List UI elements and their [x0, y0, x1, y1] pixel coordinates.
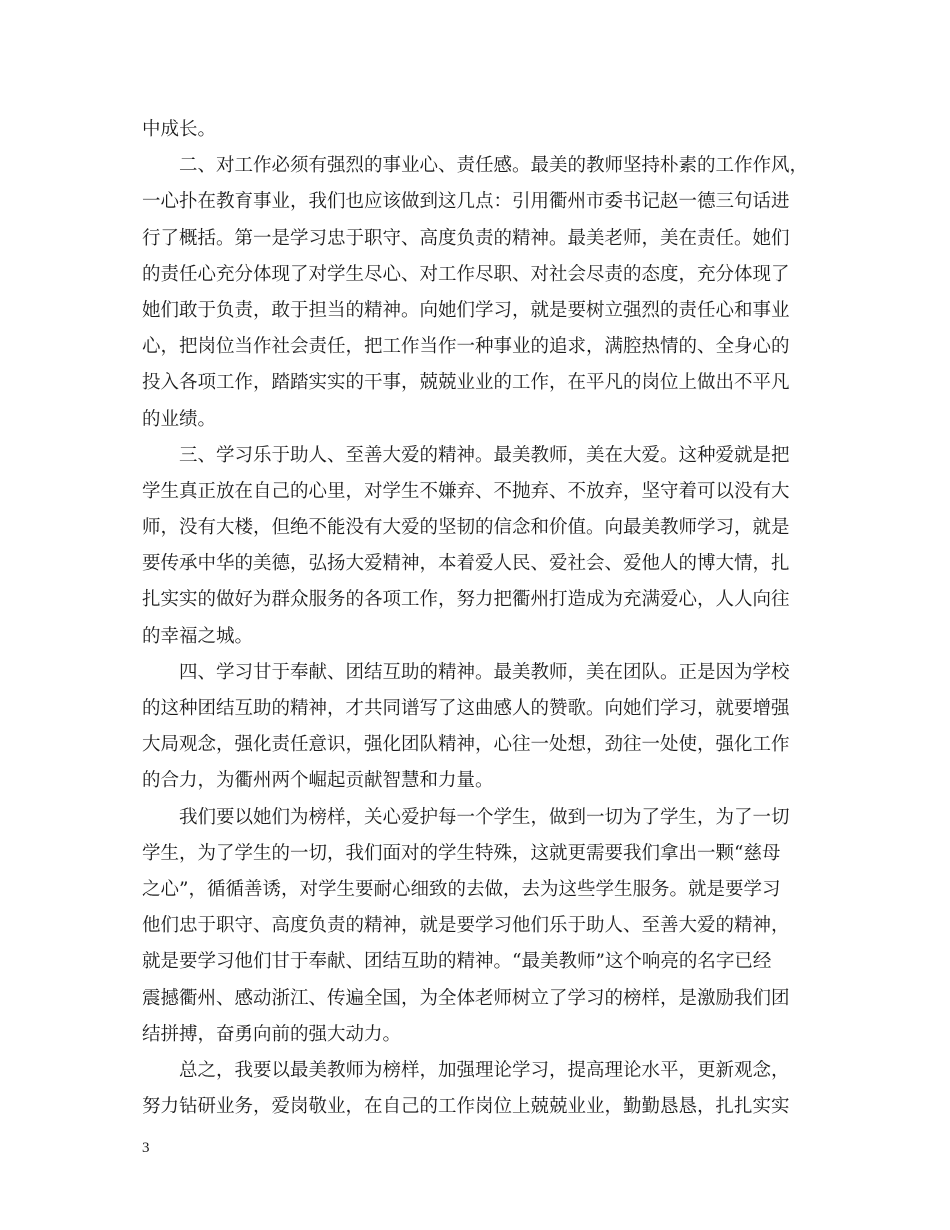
text-line: 扎实实的做好为群众服务的各项工作，努力把衢州打造成为充满爱心，人人向往 [142, 589, 790, 611]
text-line: 总之，我要以最美教师为榜样，加强理论学习，提高理论水平，更新观念， [179, 1059, 790, 1081]
text-line: 的业绩。 [142, 408, 217, 430]
text-line: 学生，为了学生的一切，我们面对的学生特殊，这就更需要我们拿出一颗“慈母 [142, 842, 781, 864]
text-line: 大局观念，强化责任意识，强化团队精神，心往一处想，劲往一处使，强化工作 [142, 734, 790, 756]
text-line: 二、对工作必须有强烈的事业心、责任感。最美的教师坚持朴素的工作作风， [179, 155, 809, 177]
text-line: 的幸福之城。 [142, 625, 254, 647]
text-line: 她们敢于负责，敢于担当的精神。向她们学习，就是要树立强烈的责任心和事业 [142, 299, 790, 321]
text-line: 努力钻研业务，爱岗敬业，在自己的工作岗位上兢兢业业，勤勤恳恳，扎扎实实 [142, 1096, 790, 1118]
text-line: 一心扑在教育事业，我们也应该做到这几点：引用衢州市委书记赵一德三句话进 [142, 191, 790, 213]
text-line: 中成长。 [142, 119, 217, 140]
text-line: 的这种团结互助的精神，才共同谱写了这曲感人的赞歌。向她们学习，就要增强 [142, 698, 790, 719]
text-line: 他们忠于职守、高度负责的精神，就是要学习他们乐于助人、至善大爱的精神， [142, 915, 790, 937]
text-line: 四、学习甘于奉献、团结互助的精神。最美教师，美在团队。正是因为学校 [179, 661, 790, 683]
document-body-text [142, 112, 810, 1125]
text-line: 震撼衢州、感动浙江、传遍全国，为全体老师树立了学习的榜样，是激励我们团 [142, 987, 790, 1009]
text-line: 三、学习乐于助人、至善大爱的精神。最美教师，美在大爱。这种爱就是把 [179, 444, 790, 466]
text-line: 的合力，为衢州两个崛起贡献智慧和力量。 [142, 770, 494, 792]
text-line: 结拼搏，奋勇向前的强大动力。 [142, 1023, 402, 1045]
text-line: 就是要学习他们甘于奉献、团结互助的精神。“最美教师”这个响亮的名字已经 [142, 951, 772, 973]
text-line: 师，没有大楼，但绝不能没有大爱的坚韧的信念和价值。向最美教师学习，就是 [142, 517, 790, 539]
text-line: 学生真正放在自己的心里，对学生不嫌弃、不抛弃、不放弃，坚守着可以没有大 [142, 480, 790, 502]
text-line: 行了概括。第一是学习忠于职守、高度负责的精神。最美老师，美在责任。她们 [142, 227, 790, 249]
text-line: 要传承中华的美德，弘扬大爱精神，本着爱人民、爱社会、爱他人的博大情，扎 [142, 553, 790, 575]
text-line: 投入各项工作，踏踏实实的干事，兢兢业业的工作，在平凡的岗位上做出不平凡 [142, 372, 790, 394]
text-line: 心，把岗位当作社会责任，把工作当作一种事业的追求，满腔热情的、全身心的 [142, 336, 790, 358]
text-line: 我们要以她们为榜样，关心爱护每一个学生，做到一切为了学生，为了一切 [179, 806, 790, 828]
page-number: 3 [142, 1140, 150, 1156]
text-line: 之心”，循循善诱，对学生要耐心细致的去做，去为这些学生服务。就是要学习 [142, 878, 781, 900]
text-line: 的责任心充分体现了对学生尽心、对工作尽职、对社会尽责的态度，充分体现了 [142, 263, 790, 285]
